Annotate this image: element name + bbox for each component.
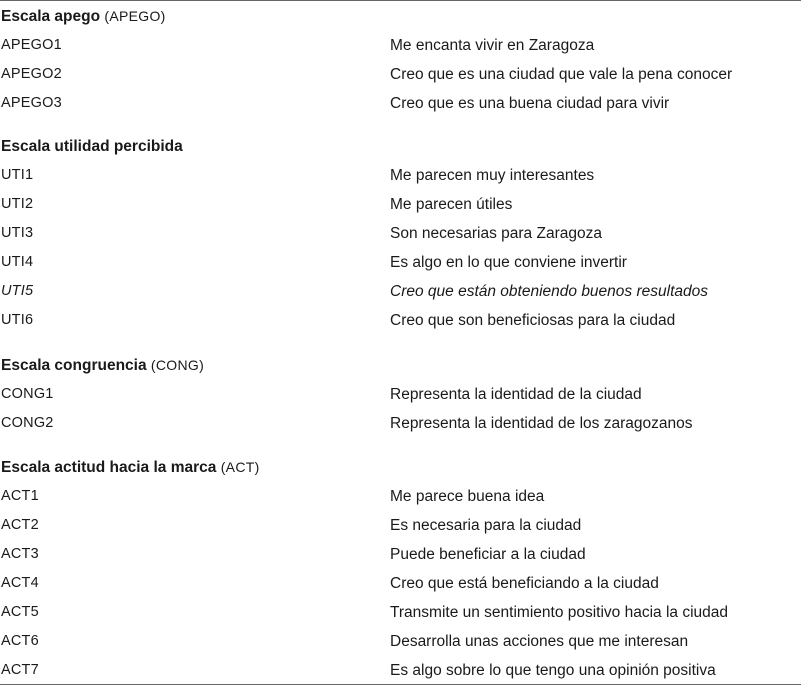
section-title-text: Escala actitud hacia la marca (1, 459, 217, 476)
section-title (0, 2, 801, 31)
table-row (0, 219, 801, 248)
table-top-rule (0, 0, 801, 1)
table-row (0, 569, 801, 598)
table-row (0, 60, 801, 89)
item-code: APEGO3 (1, 95, 62, 111)
item-code: ACT1 (1, 488, 39, 504)
table-row (0, 248, 801, 277)
item-code: CONG1 (1, 386, 54, 402)
item-text: Representa la identidad de la ciudad (390, 386, 642, 403)
section-title-text: Escala utilidad percibida (1, 138, 183, 155)
section-title-text: Escala apego (1, 8, 101, 25)
item-text: Me encanta vivir en Zaragoza (390, 37, 595, 54)
item-code: UTI5 (1, 283, 34, 299)
item-text: Representa la identidad de los zaragozanos (390, 415, 693, 432)
section-abbr: (CONG) (150, 357, 205, 373)
table-row (0, 482, 801, 511)
item-text: Creo que es una ciudad que vale la pena conocer (390, 66, 733, 83)
item-code: UTI6 (1, 312, 34, 328)
item-text: Creo que están obteniendo buenos resultados (390, 283, 708, 300)
table-row (0, 511, 801, 540)
section-utilidad (0, 132, 801, 335)
item-code: UTI4 (1, 254, 34, 270)
section-title (0, 132, 801, 161)
item-text: Creo que son beneficiosas para la ciudad (390, 312, 676, 329)
table-row (0, 89, 801, 118)
item-text: Son necesarias para Zaragoza (390, 225, 602, 242)
item-code: ACT7 (1, 662, 39, 678)
table-row (0, 656, 801, 685)
item-code: APEGO1 (1, 37, 62, 53)
item-text: Puede beneficiar a la ciudad (390, 546, 586, 563)
table-row (0, 598, 801, 627)
item-code: ACT3 (1, 546, 39, 562)
item-text: Desarrolla unas acciones que me interesan (390, 633, 689, 650)
table-row (0, 409, 801, 438)
item-text: Me parece buena idea (390, 488, 545, 505)
table-bottom-rule (0, 684, 801, 685)
item-text: Transmite un sentimiento positivo hacia la ciudad (390, 604, 729, 621)
item-text: Me parecen muy interesantes (390, 167, 595, 184)
table-row (0, 306, 801, 335)
section-apego (0, 2, 801, 118)
section-abbr: (ACT) (220, 459, 260, 475)
item-code: CONG2 (1, 415, 54, 431)
table-row (0, 540, 801, 569)
item-text: Es algo en lo que conviene invertir (390, 254, 627, 271)
section-actitud (0, 453, 801, 685)
item-text: Me parecen útiles (390, 196, 513, 213)
item-code: APEGO2 (1, 66, 62, 82)
item-code: UTI1 (1, 167, 34, 183)
item-code: ACT6 (1, 633, 39, 649)
table-row (0, 277, 801, 306)
table-row (0, 161, 801, 190)
item-text: Creo que está beneficiando a la ciudad (390, 575, 659, 592)
item-text: Es algo sobre lo que tengo una opinión positiva (390, 662, 716, 679)
section-congruencia (0, 351, 801, 438)
item-code: ACT4 (1, 575, 39, 591)
item-text: Es necesaria para la ciudad (390, 517, 582, 534)
table-row (0, 190, 801, 219)
table-row (0, 380, 801, 409)
section-abbr: (APEGO) (104, 8, 166, 24)
item-code: ACT5 (1, 604, 39, 620)
table-row (0, 31, 801, 60)
item-text: Creo que es una buena ciudad para vivir (390, 95, 670, 112)
section-title-text: Escala congruencia (1, 357, 147, 374)
section-title (0, 453, 801, 482)
item-code: ACT2 (1, 517, 39, 533)
section-title (0, 351, 801, 380)
item-code: UTI3 (1, 225, 34, 241)
table-row (0, 627, 801, 656)
item-code: UTI2 (1, 196, 34, 212)
